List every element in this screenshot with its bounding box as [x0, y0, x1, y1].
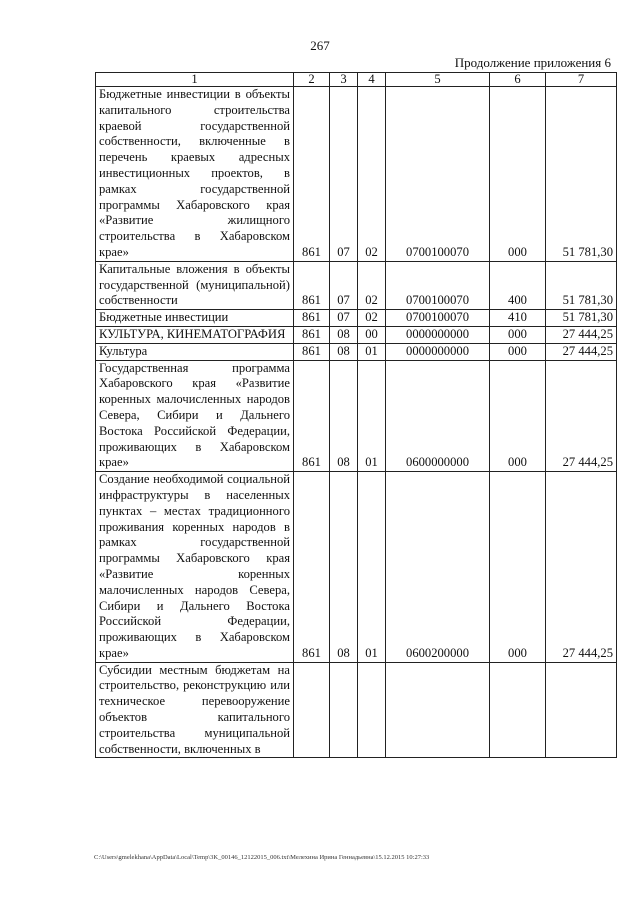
file-path-footer: C:\Users\gmelekhana\AppData\Local\Temp\3K_00146_12122015_006.txt\Мелехина Ирина Геннадьевна\15.12.2015 10:27:33 — [94, 854, 430, 861]
row-name-cell: Создание необходимой социальной инфраструктуры в населенных пунктах – местах традиционного проживания коренных народов в рамках государственной программы Хабаровского края «Развитие коренных малочисленных народов Севера, Сибири и Дальнего Востока Российской Федерации, проживающих в Хабаровском крае» — [96, 472, 294, 663]
page-number: 267 — [310, 38, 330, 53]
expense-type-cell: 000 — [490, 360, 546, 472]
code-cell: 861 — [294, 310, 330, 327]
code-cell: 861 — [294, 87, 330, 262]
table-row — [96, 310, 617, 327]
code-cell: 861 — [294, 472, 330, 663]
code-cell: 861 — [294, 261, 330, 309]
row-name-cell: Культура — [96, 343, 294, 360]
expense-type-cell: 000 — [490, 87, 546, 262]
expense-type-cell — [490, 662, 546, 758]
table-row — [96, 662, 617, 758]
table-row — [96, 360, 617, 472]
table-row — [96, 87, 617, 262]
amount-cell: 27 444,25 — [546, 326, 617, 343]
target-code-cell: 0700100070 — [386, 87, 490, 262]
column-header: 2 — [294, 73, 330, 87]
column-header: 3 — [330, 73, 358, 87]
table-row — [96, 343, 617, 360]
subsection-cell: 02 — [358, 310, 386, 327]
expense-type-cell: 000 — [490, 343, 546, 360]
subsection-cell — [358, 662, 386, 758]
subsection-cell: 02 — [358, 261, 386, 309]
section-cell: 07 — [330, 87, 358, 262]
amount-cell: 51 781,30 — [546, 87, 617, 262]
target-code-cell: 0700100070 — [386, 310, 490, 327]
section-cell: 08 — [330, 326, 358, 343]
section-cell: 08 — [330, 343, 358, 360]
expense-type-cell: 000 — [490, 472, 546, 663]
target-code-cell: 0000000000 — [386, 326, 490, 343]
target-code-cell: 0600000000 — [386, 360, 490, 472]
amount-cell: 27 444,25 — [546, 343, 617, 360]
amount-cell: 51 781,30 — [546, 310, 617, 327]
subsection-cell: 00 — [358, 326, 386, 343]
amount-cell — [546, 662, 617, 758]
subsection-cell: 02 — [358, 87, 386, 262]
table-row — [96, 261, 617, 309]
section-cell: 07 — [330, 310, 358, 327]
target-code-cell — [386, 662, 490, 758]
expense-type-cell: 410 — [490, 310, 546, 327]
section-cell — [330, 662, 358, 758]
subsection-cell: 01 — [358, 360, 386, 472]
expense-type-cell: 000 — [490, 326, 546, 343]
subsection-cell: 01 — [358, 472, 386, 663]
continuation-note: Продолжение приложения 6 — [454, 55, 611, 70]
table-row — [96, 472, 617, 663]
column-header: 1 — [96, 73, 294, 87]
target-code-cell: 0700100070 — [386, 261, 490, 309]
amount-cell: 27 444,25 — [546, 472, 617, 663]
row-name-cell: Бюджетные инвестиции — [96, 310, 294, 327]
amount-cell: 27 444,25 — [546, 360, 617, 472]
table-row — [96, 326, 617, 343]
code-cell: 861 — [294, 343, 330, 360]
section-cell: 07 — [330, 261, 358, 309]
code-cell: 861 — [294, 326, 330, 343]
code-cell — [294, 662, 330, 758]
row-name-cell: Капитальные вложения в объекты государственной (муниципальной) собственности — [96, 261, 294, 309]
row-name-cell: Бюджетные инвестиции в объекты капитального строительства краевой государственной собственности, включенные в перечень краевых адресных инвестиционных проектов, в рамках государственной программы Хабаровского края «Развитие жилищного строительства в Хабаровском крае» — [96, 87, 294, 262]
subsection-cell: 01 — [358, 343, 386, 360]
row-name-cell: Субсидии местным бюджетам на строительство, реконструкцию или техническое перевооружение объектов капитального строительства муниципальной собственности, включенных в — [96, 662, 294, 758]
budget-table — [95, 72, 617, 758]
section-cell: 08 — [330, 472, 358, 663]
column-header: 6 — [490, 73, 546, 87]
amount-cell: 51 781,30 — [546, 261, 617, 309]
row-name-cell: Государственная программа Хабаровского края «Развитие коренных малочисленных народов Севера, Сибири и Дальнего Востока Российской Федерации, проживающих в Хабаровском крае» — [96, 360, 294, 472]
code-cell: 861 — [294, 360, 330, 472]
header-row — [96, 73, 617, 87]
target-code-cell: 0600200000 — [386, 472, 490, 663]
target-code-cell: 0000000000 — [386, 343, 490, 360]
section-cell: 08 — [330, 360, 358, 472]
expense-type-cell: 400 — [490, 261, 546, 309]
column-header: 4 — [358, 73, 386, 87]
column-header: 5 — [386, 73, 490, 87]
column-header: 7 — [546, 73, 617, 87]
row-name-cell: КУЛЬТУРА, КИНЕМАТОГРАФИЯ — [96, 326, 294, 343]
